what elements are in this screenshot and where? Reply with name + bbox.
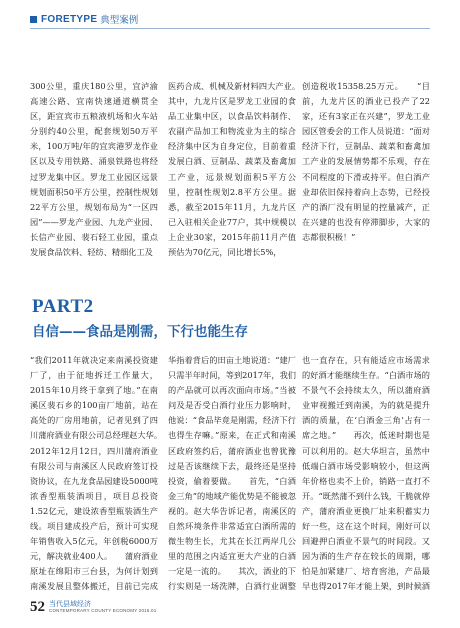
article-column-bottom-2 (168, 353, 296, 593)
article-column-bottom-1 (30, 353, 158, 593)
article-column-top-3 (302, 79, 430, 279)
article-text: 也一直存在，只有能适应市场需求的好酒才能继续生存。“白酒市场的不景气不会持续太久，所以蒲府酒业审视搬迁到南溪，为的就是提升酒的质量，在‘白酒金三角’占有一席之地。” 再次，低迷时期也是可以利用的。赵大华坦言，虽然中低端白酒市场受影响较小，但这两年价格也卖不上价，销路一直打不开。“既然蒲不到什么钱，干脆就停产，蒲府酒业更换厂址来积蓄实力好一些，这在这个时间，刚好可以回避押白酒业不景气的时间段。又因为酒的生产存在较长的周期，哪怕是加紧建厂、培育窖池，产品最早也得2017年才能上架，到时候酒 (302, 355, 430, 592)
header-section-title: 典型案例 (100, 15, 139, 26)
header-brand: FORETYPE (41, 13, 98, 25)
section-header (30, 12, 138, 26)
article-column-top-2 (168, 79, 296, 279)
article-text: 华指着背后的田亩土地说道：“建厂只需半年时间，等到2017年，我们的产品就可以再次面向市场。”当被问及是否受白酒行业压力影响时，他说：“食品毕竟是刚需，经济下行也得生存嘛。”原来，在正式和南溪区政府签约后，蒲府酒业也曾犹豫过是否该继续下去，最终还是坚持投资，偷着要做。 首先，“白酒金三角”的地域产能优势是不能被忽视的。赵大华告诉记者，南溪区的自然环境条件非常适宜白酒所需的微生物生长，尤其在长江两岸几公里的范围之内适宜更大产业的白酒一定是一流的。 其次，酒业的下行实则是一场洗牌，白酒行业调整 (168, 355, 296, 592)
article-text: 医药合成、机械及新材料四大产业。 其中，九龙片区是罗龙工业园的食品工业集中区，以食品饮料制作、农副产品加工和物流业为主的综合经济集中区为自身定位，目前着重发展白酒、豆制品、蔬菜及畜禽加工产业，远景规划面积5平方公里，控制性规划2.8平方公里。据悉，截至2015年11月，九龙片区已入驻相关企业77户，其中规模以上企业30家，2015年前11月产值预估为70亿元，同比增长5%， (168, 81, 296, 258)
page-footer (30, 600, 156, 615)
header-divider (30, 28, 430, 29)
article-text: 创造税收15358.25万元。 “目前，九龙片区的酒业已投产了22家，还有3家正在兴建”，罗龙工业园区管委会的工作人员说道：“面对经济下行，豆制品、蔬菜和畜禽加工产业的发展情势都不乐观，存在不同程度的下滑或持平。但白酒产业却依旧保持着向上态势，已经投产的酒厂没有明显的控量减产，正在兴建的也没有停滞脚步，大家的志都很积极！” (302, 81, 430, 242)
article-text: “我们2011年就决定来南溪投资建厂了，由于征地拆迁工作量大，2015年10月终于拿到了地。”在南溪区裴石乡的100亩厂地前，站在高处的厂房用地前，记者见到了四川蒲府酒业有限公司总经理赵大华。 2012年12月12日，四川蒲府酒业有限公司与南溪区人民政府签订投资协议，在九龙食品园建设5000吨浓香型瓶装酒项目，项目总投资1.52亿元，建设浓香型瓶装酒生产线。项目建成投产后，预计可实现年销售收入5亿元，年创税6000万元，解决就业400人。 蒲府酒业原址在绵阳市三台县，为何计划到南溪发展且整体搬迁，目前已完成 (30, 355, 158, 592)
article-column-bottom-3 (302, 353, 430, 593)
article-column-top-1 (30, 79, 158, 279)
part-title: 自信——食品是刚需，下行也能生存 (32, 324, 248, 340)
footer-masthead (49, 600, 156, 614)
footer-issue-line: CONTEMPORARY COUNTY ECONOMY 2016.01 (49, 608, 157, 613)
page-number: 52 (30, 599, 45, 615)
article-text: 300公里，重庆180公里，宜泸渝高速公路、宜南快速通道横贯全区，距宜宾市五粮液机场和火车站分别约40公里，配套规划50万平米，100万吨/年的宜宾港罗龙作业区以及专用铁路、涌泉铁路也将经过罗龙集中区。罗龙工业园区远景规划面积50平方公里，控制性规划22平方公里，规划布局为“一区四园”——罗龙产业园、九龙产业园、长信产业园、裴石轻工业园，重点发展食品饮料、轻纺、精细化工及 (30, 81, 158, 258)
footer-magazine-name: 当代县域经济 (49, 600, 91, 608)
part-label: PART2 (32, 296, 94, 317)
header-square-marker (30, 16, 37, 23)
